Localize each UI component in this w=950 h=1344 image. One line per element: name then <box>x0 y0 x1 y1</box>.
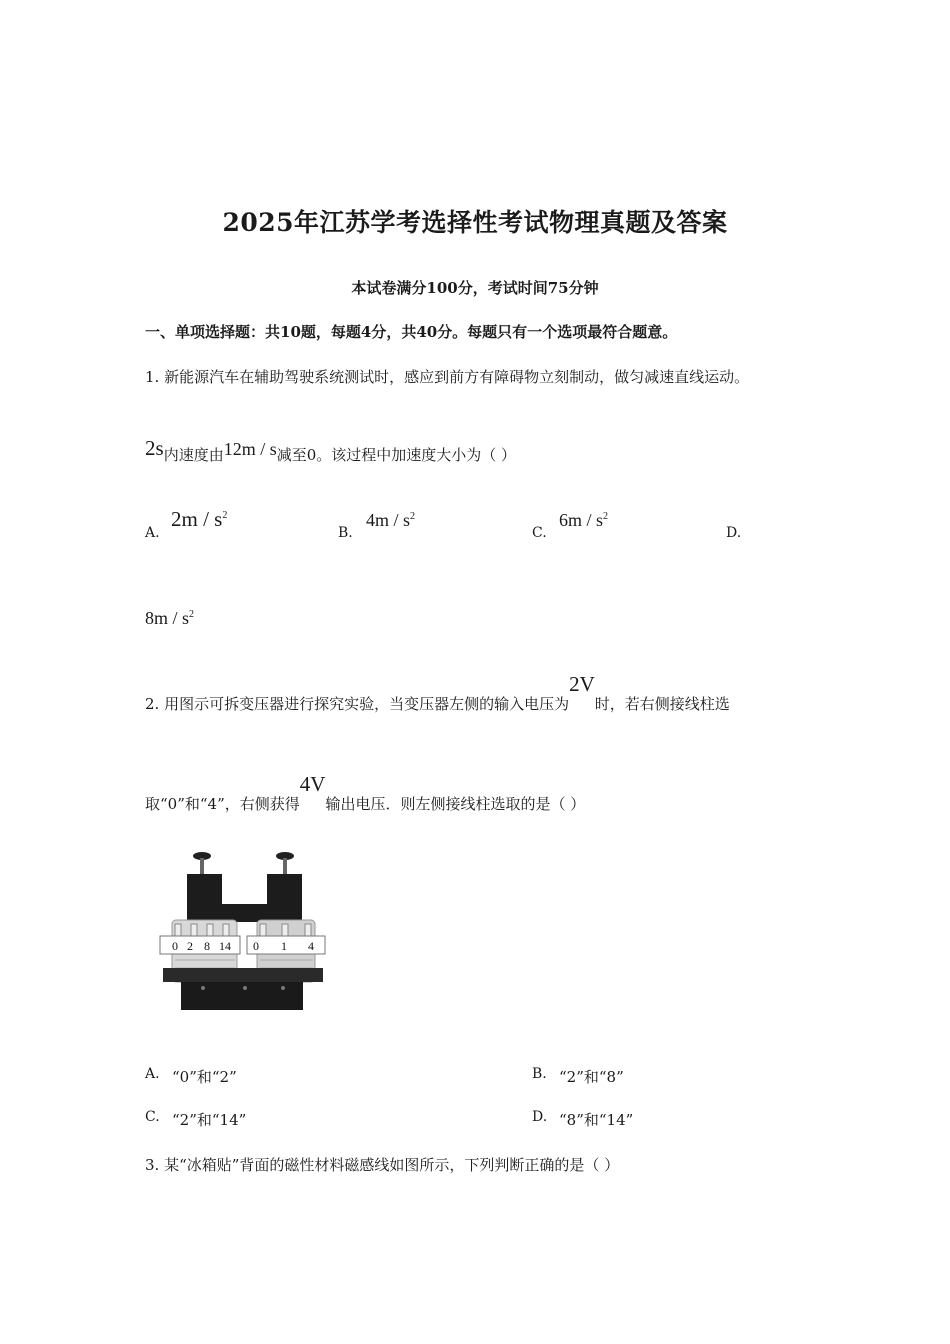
section-heading: 一、单项选择题：共10题，每题4分，共40分。每题只有一个选项最符合题意。 <box>145 323 678 341</box>
transformer-illustration <box>155 848 335 1013</box>
q1-option-a-text: 2m / s <box>171 507 223 531</box>
left-terminal-label: 8 <box>204 939 210 953</box>
right-terminal-label: 0 <box>253 939 259 953</box>
q2-option-c-letter: C. <box>145 1109 160 1125</box>
q2-option-a-text: “0”和“2” <box>172 1068 237 1086</box>
q1-option-d-exp: 2 <box>189 609 195 620</box>
q2-text-a: 2. 用图示可拆变压器进行探究实验，当变压器左侧的输入电压为 <box>145 695 570 713</box>
q1-option-a-value <box>171 507 227 532</box>
q2-option-d-text: “8”和“14” <box>559 1111 634 1129</box>
q2-option-b-letter: B. <box>532 1066 547 1082</box>
q2-option-d-letter: D. <box>532 1109 548 1125</box>
q2-input-voltage: 2V <box>569 672 595 696</box>
transformer-figure <box>155 848 335 1013</box>
q1-text-a: 内速度由 <box>163 446 224 464</box>
q2-stem-line1 <box>145 672 730 713</box>
q3-stem: 3. 某“冰箱贴”背面的磁性材料磁感线如图所示，下列判断正确的是（ ） <box>145 1156 620 1174</box>
q1-option-b-letter: B. <box>338 525 353 541</box>
q1-option-d-value <box>145 608 194 629</box>
q1-option-c-text: 6m / s <box>559 510 604 530</box>
q1-option-c-letter: C. <box>532 525 547 541</box>
q1-text-b: 减至0。该过程中加速度大小为（ ） <box>276 446 517 464</box>
left-terminal-label: 0 <box>172 939 178 953</box>
lower-yoke <box>181 982 303 1010</box>
q1-option-b-text: 4m / s <box>366 510 411 530</box>
q1-speed: 12m / s <box>223 439 277 459</box>
page-title: 2025年江苏学考选择性考试物理真题及答案 <box>222 208 728 237</box>
q2-output-voltage: 4V <box>299 772 326 796</box>
q1-option-b-exp: 2 <box>410 511 416 522</box>
q1-option-c-value <box>559 510 608 531</box>
q1-option-d-letter: D. <box>726 525 742 541</box>
q1-option-a-exp: 2 <box>222 510 228 521</box>
base-plate <box>163 968 323 982</box>
q2-option-c-text: “2”和“14” <box>172 1111 247 1129</box>
q1-stem-line2 <box>145 436 517 464</box>
q2-option-b-text: “2”和“8” <box>559 1068 624 1086</box>
right-terminal-label: 4 <box>308 939 314 953</box>
q2-stem-line2 <box>145 772 586 813</box>
q1-time: 2s <box>145 436 164 460</box>
upper-yoke <box>205 904 285 922</box>
q2-text-d: 输出电压．则左侧接线柱选取的是（ ） <box>325 795 586 813</box>
q2-text-b: 时，若右侧接线柱选 <box>594 695 730 713</box>
left-terminal-label: 2 <box>187 939 193 953</box>
exam-info: 本试卷满分100分，考试时间75分钟 <box>351 279 599 297</box>
q1-stem-line1: 1. 新能源汽车在辅助驾驶系统测试时，感应到前方有障碍物立刻制动，做匀减速直线运动。 <box>145 368 750 386</box>
q2-text-c: 取“0”和“4”，右侧获得 <box>145 795 300 813</box>
right-terminal-label: 1 <box>281 939 287 953</box>
q1-option-d-text: 8m / s <box>145 608 190 628</box>
q1-option-c-exp: 2 <box>603 511 609 522</box>
left-terminal-label: 14 <box>219 939 231 953</box>
q2-option-a-letter: A. <box>145 1066 160 1082</box>
q1-option-a-letter: A. <box>145 525 160 541</box>
q1-option-b-value <box>366 510 415 531</box>
